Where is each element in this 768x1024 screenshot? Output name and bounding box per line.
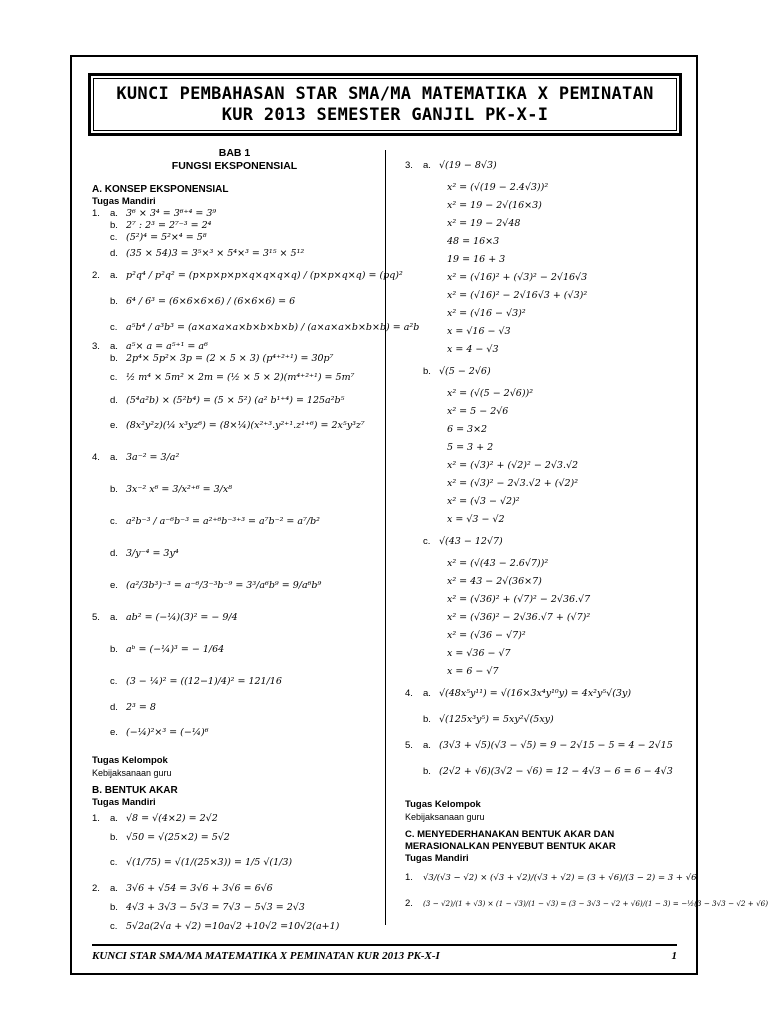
letter: b. [110, 353, 118, 364]
q4-e-expr: (a²/3b³)⁻³ = a⁻⁶/3⁻³b⁻⁹ = 3³/a⁶b⁹ = 9/a⁶b⁹ [126, 580, 322, 591]
letter: b. [110, 831, 118, 843]
q2-b-expr: 6⁴ / 6³ = (6×6×6×6) / (6×6×6) = 6 [126, 296, 296, 307]
letter: c. [423, 536, 431, 547]
kebijaksanaan-right: Kebijaksanaan guru [405, 812, 485, 822]
kebijaksanaan-left: Kebijaksanaan guru [92, 768, 172, 778]
step-expr: x² = 19 − 2√48 [447, 218, 521, 229]
c2-num: 2. [405, 898, 413, 909]
q4-e [92, 570, 377, 602]
q5-c-expr: (3 − ¼)² = ((12−1)/4)² = 121/16 [126, 676, 282, 687]
step-expr: x² = (√16)² + (√3)² − 2√16√3 [447, 272, 588, 283]
bab-title: FUNGSI EKSPONENSIAL [171, 160, 298, 172]
q3-c [92, 365, 377, 391]
b2-c-expr: 5√2a(2√a + √2) =10a√2 +10√2 =10√2(a+1) [126, 920, 340, 932]
q1-d [92, 244, 377, 263]
letter: c. [110, 232, 118, 243]
letter: a. [110, 612, 118, 623]
r3-a-steps [405, 179, 685, 359]
step-line [405, 555, 685, 573]
step-expr: 48 = 16×3 [447, 236, 500, 247]
q2-b [92, 289, 377, 315]
r3-b-steps [405, 385, 685, 529]
r5-a-expr: (3√3 + √5)(√3 − √5) = 9 − 2√15 − 5 = 4 − 2√15 [439, 740, 673, 751]
step-expr: x² = (√3)² − 2√3.√2 + (√2)² [447, 478, 579, 489]
b2-b-expr: 4√3 + 3√3 − 5√3 = 7√3 − 5√3 = 2√3 [126, 901, 305, 913]
tugas-kelompok-left: Tugas Kelompok [92, 755, 168, 766]
q5-b [92, 634, 377, 666]
r5-b [405, 759, 685, 785]
q1-c-expr: (5²)⁴ = 5²×⁴ = 5⁸ [126, 232, 207, 243]
step-expr: x² = (√36 − √7)² [447, 630, 526, 641]
letter: b. [423, 366, 431, 377]
c2-row [405, 891, 768, 917]
step-line [405, 341, 685, 359]
q2-a [92, 263, 403, 289]
q5-d [92, 698, 377, 717]
letter: d. [110, 548, 118, 559]
column-divider [385, 150, 386, 925]
letter: c. [110, 920, 118, 932]
letter: b. [110, 484, 118, 495]
r3-a [405, 153, 685, 179]
b1-b-expr: √50 = √(25×2) = 5√2 [126, 831, 230, 843]
b2-a-expr: 3√6 + √54 = 3√6 + 3√6 = 6√6 [126, 882, 273, 894]
letter: b. [110, 901, 118, 913]
letter: c. [110, 372, 118, 383]
letter: b. [110, 296, 118, 307]
b2-c [92, 917, 377, 936]
step-line [405, 627, 685, 645]
step-line [405, 609, 685, 627]
q4-b-expr: 3x⁻² x⁶ = 3/x²⁺⁶ = 3/x⁸ [126, 484, 233, 495]
q4-d-expr: 3/y⁻⁴ = 3y⁴ [126, 548, 179, 559]
letter: a. [423, 688, 431, 699]
q1-a [92, 208, 377, 220]
r4-b [405, 707, 685, 733]
q3-b-expr: 2p⁴× 5p²× 3p = (2 × 5 × 3) (p⁴⁺²⁺¹) = 30p⁷ [126, 353, 334, 364]
q5-e-expr: (−¼)²×³ = (−¼)⁶ [126, 727, 209, 738]
step-line [405, 323, 685, 341]
b1-a-expr: √8 = √(4×2) = 2√2 [126, 812, 218, 824]
step-expr: x² = 5 − 2√6 [447, 406, 509, 417]
section-c-heading-1: C. MENYEDERHANAKAN BENTUK AKAR DAN [405, 829, 615, 840]
q1-d-expr: (35 × 54)3 = 3⁵×³ × 5⁴×³ = 3¹⁵ × 5¹² [126, 247, 305, 259]
q5-b-expr: aᵇ = (−¼)³ = − 1/64 [126, 644, 225, 655]
tugas-mandiri-a: Tugas Mandiri [92, 196, 156, 207]
q4-num: 4. [92, 452, 100, 463]
b1-b [92, 828, 377, 847]
step-expr: x² = (√(43 − 2.6√7))² [447, 558, 549, 569]
step-expr: x² = 19 − 2√(16×3) [447, 200, 542, 211]
c1-num: 1. [405, 872, 413, 883]
section-c-heading-2: MERASIONALKAN PENYEBUT BENTUK AKAR [405, 841, 616, 852]
step-expr: x = 6 − √7 [447, 666, 499, 677]
letter: e. [110, 420, 118, 431]
q4-b [92, 474, 377, 506]
step-line [405, 215, 685, 233]
step-expr: x² = (√(5 − 2√6))² [447, 388, 534, 399]
bab-label: BAB 1 [218, 147, 251, 159]
b2-a [92, 879, 377, 898]
q1-b-expr: 2⁷ : 2³ = 2⁷⁻³ = 2⁴ [126, 220, 212, 231]
step-line [405, 493, 685, 511]
letter: c. [110, 516, 118, 527]
c1-row [405, 865, 697, 891]
section-b-heading: B. BENTUK AKAR [92, 785, 178, 796]
step-line [405, 385, 685, 403]
q4-d [92, 538, 377, 570]
q5-e [92, 717, 377, 749]
right-column [405, 153, 768, 917]
q5-c [92, 666, 377, 698]
q4-c-expr: a²b⁻³ / a⁻⁶b⁻³ = a²⁺⁶b⁻³⁺³ = a⁷b⁻² = a⁷/b² [126, 516, 320, 527]
q4-a [92, 442, 377, 474]
q3-e-expr: (8x²y²z)(¼ x³yz⁶) = (8×¼)(x²⁺³.y²⁺¹.z¹⁺⁶) = 2x⁵y³z⁷ [126, 420, 365, 431]
step-line [405, 287, 685, 305]
footer-title: KUNCI STAR SMA/MA MATEMATIKA X PEMINATAN KUR 2013 PK-X-I [92, 950, 440, 962]
tugas-mandiri-b: Tugas Mandiri [92, 797, 156, 808]
tugas-kelompok-right: Tugas Kelompok [405, 799, 481, 810]
c1-expr: √3/(√3 − √2) × (√3 + √2)/(√3 + √2) = (3 + √6)/(3 − 2) = 3 + √6 [423, 873, 697, 883]
c2-expr: (3 − √2)/(1 + √3) × (1 − √3)/(1 − √3) = (3 − 3√3 − √2 + √6)/(1 − 3) = −½(3 − 3√3 − √2 + √6) [423, 899, 768, 908]
r3-c-steps [405, 555, 685, 681]
r3-c [405, 529, 685, 555]
r5-num: 5. [405, 740, 413, 751]
r3-a-expr: √(19 − 8√3) [439, 160, 497, 171]
r3-b-expr: √(5 − 2√6) [439, 366, 491, 377]
letter: c. [110, 322, 118, 333]
b2-num: 2. [92, 882, 100, 894]
letter: a. [110, 882, 118, 894]
title-line-1: KUNCI PEMBAHASAN STAR SMA/MA MATEMATIKA X PEMINATAN [116, 83, 654, 104]
q2-c-expr: a⁵b⁴ / a³b³ = (a×a×a×a×b×b×b×b) / (a×a×a×b×b×b) = a²b [126, 322, 420, 333]
q1-c [92, 232, 377, 244]
q4-a-expr: 3a⁻² = 3/a² [126, 452, 180, 463]
step-line [405, 591, 685, 609]
letter: c. [110, 857, 118, 868]
q3-num: 3. [92, 341, 100, 352]
step-expr: x = √3 − √2 [447, 514, 505, 525]
b1-num: 1. [92, 812, 100, 824]
step-expr: x² = (√16 − √3)² [447, 308, 526, 319]
letter: b. [110, 644, 118, 655]
r4-a [405, 681, 685, 707]
letter: a. [110, 208, 118, 219]
q2-c [92, 315, 420, 341]
page-number: 1 [671, 950, 677, 962]
q1-b [92, 220, 377, 232]
b2-b [92, 898, 377, 917]
step-line [405, 251, 685, 269]
q3-d-expr: (5⁴a²b) × (5²b⁴) = (5 × 5²) (a² b¹⁺⁴) = 125a²b⁵ [126, 394, 345, 406]
q3-d [92, 391, 377, 410]
step-expr: x = 4 − √3 [447, 344, 499, 355]
q3-a [92, 341, 377, 353]
title-inner [93, 78, 677, 131]
letter: c. [110, 676, 118, 687]
q3-b [92, 353, 377, 365]
letter: b. [423, 766, 431, 777]
letter: a. [110, 270, 118, 281]
letter: d. [110, 394, 118, 406]
r4-b-expr: √(125x³y⁵) = 5xy²√(5xy) [439, 714, 554, 725]
title-line-2: KUR 2013 SEMESTER GANJIL PK-X-I [221, 104, 549, 125]
step-line [405, 197, 685, 215]
left-column [92, 147, 420, 936]
letter: e. [110, 580, 118, 591]
step-expr: x² = (√36)² − 2√36.√7 + (√7)² [447, 612, 591, 623]
step-line [405, 179, 685, 197]
letter: e. [110, 727, 118, 738]
step-line [405, 233, 685, 251]
q1-num: 1. [92, 208, 100, 219]
q5-a [92, 602, 377, 634]
step-line [405, 439, 685, 457]
letter: b. [423, 714, 431, 725]
q2-a-expr: p²q⁴ / p²q² = (p×p×p×p×q×q×q×q) / (p×p×q×q) = (pq)² [126, 270, 403, 281]
q5-d-expr: 2³ = 8 [126, 701, 156, 713]
b1-c [92, 847, 377, 879]
letter: a. [110, 341, 118, 352]
step-line [405, 269, 685, 287]
title-box [88, 73, 682, 136]
q5-a-expr: ab² = (−¼)(3)² = − 9/4 [126, 612, 238, 623]
r5-a [405, 733, 685, 759]
q3-c-expr: ½ m⁴ × 5m² × 2m = (½ × 5 × 2)(m⁴⁺²⁺¹) = 5m⁷ [126, 372, 355, 383]
b1-c-expr: √(1/75) = √(1/(25×3)) = 1/5 √(1/3) [126, 857, 293, 868]
step-line [405, 475, 685, 493]
q2-num: 2. [92, 270, 100, 281]
r3-b [405, 359, 685, 385]
step-expr: x² = (√(19 − 2.4√3))² [447, 182, 549, 193]
step-line [405, 421, 685, 439]
q4-c [92, 506, 377, 538]
r5-b-expr: (2√2 + √6)(3√2 − √6) = 12 − 4√3 − 6 = 6 − 4√3 [439, 766, 673, 777]
footer-rule [92, 944, 677, 946]
step-expr: x² = (√16)² − 2√16√3 + (√3)² [447, 290, 588, 301]
letter: a. [110, 812, 118, 824]
step-line [405, 645, 685, 663]
step-expr: 5 = 3 + 2 [447, 442, 494, 453]
b1-a [92, 809, 377, 828]
letter: a. [423, 740, 431, 751]
letter: b. [110, 220, 118, 231]
step-expr: x² = (√3 − √2)² [447, 496, 520, 507]
step-expr: x = √36 − √7 [447, 648, 511, 659]
step-expr: x² = (√3)² + (√2)² − 2√3.√2 [447, 460, 579, 471]
q3-e [92, 410, 377, 442]
letter: a. [423, 160, 431, 171]
step-line [405, 663, 685, 681]
q3-a-expr: a⁵× a = a⁵⁺¹ = a⁶ [126, 341, 208, 352]
letter: d. [110, 701, 118, 713]
r3-c-expr: √(43 − 12√7) [439, 536, 503, 547]
step-expr: 6 = 3×2 [447, 424, 488, 435]
letter: a. [110, 452, 118, 463]
footer [92, 950, 677, 962]
tugas-mandiri-c: Tugas Mandiri [405, 853, 469, 864]
r4-a-expr: √(48x⁵y¹¹) = √(16×3x⁴y¹⁰y) = 4x²y⁵√(3y) [439, 688, 632, 699]
step-expr: x² = (√36)² + (√7)² − 2√36.√7 [447, 594, 591, 605]
step-line [405, 403, 685, 421]
q5-num: 5. [92, 612, 100, 623]
step-line [405, 457, 685, 475]
letter: d. [110, 247, 118, 259]
q1-a-expr: 3⁶ × 3⁴ = 3⁶⁺⁴ = 3⁹ [126, 208, 217, 219]
section-a-heading: A. KONSEP EKSPONENSIAL [92, 184, 229, 195]
step-line [405, 305, 685, 323]
step-line [405, 511, 685, 529]
r4-num: 4. [405, 688, 413, 699]
step-expr: x² = 43 − 2√(36×7) [447, 576, 542, 587]
r3-num: 3. [405, 160, 413, 171]
step-line [405, 573, 685, 591]
step-expr: x = √16 − √3 [447, 326, 511, 337]
step-expr: 19 = 16 + 3 [447, 254, 506, 265]
